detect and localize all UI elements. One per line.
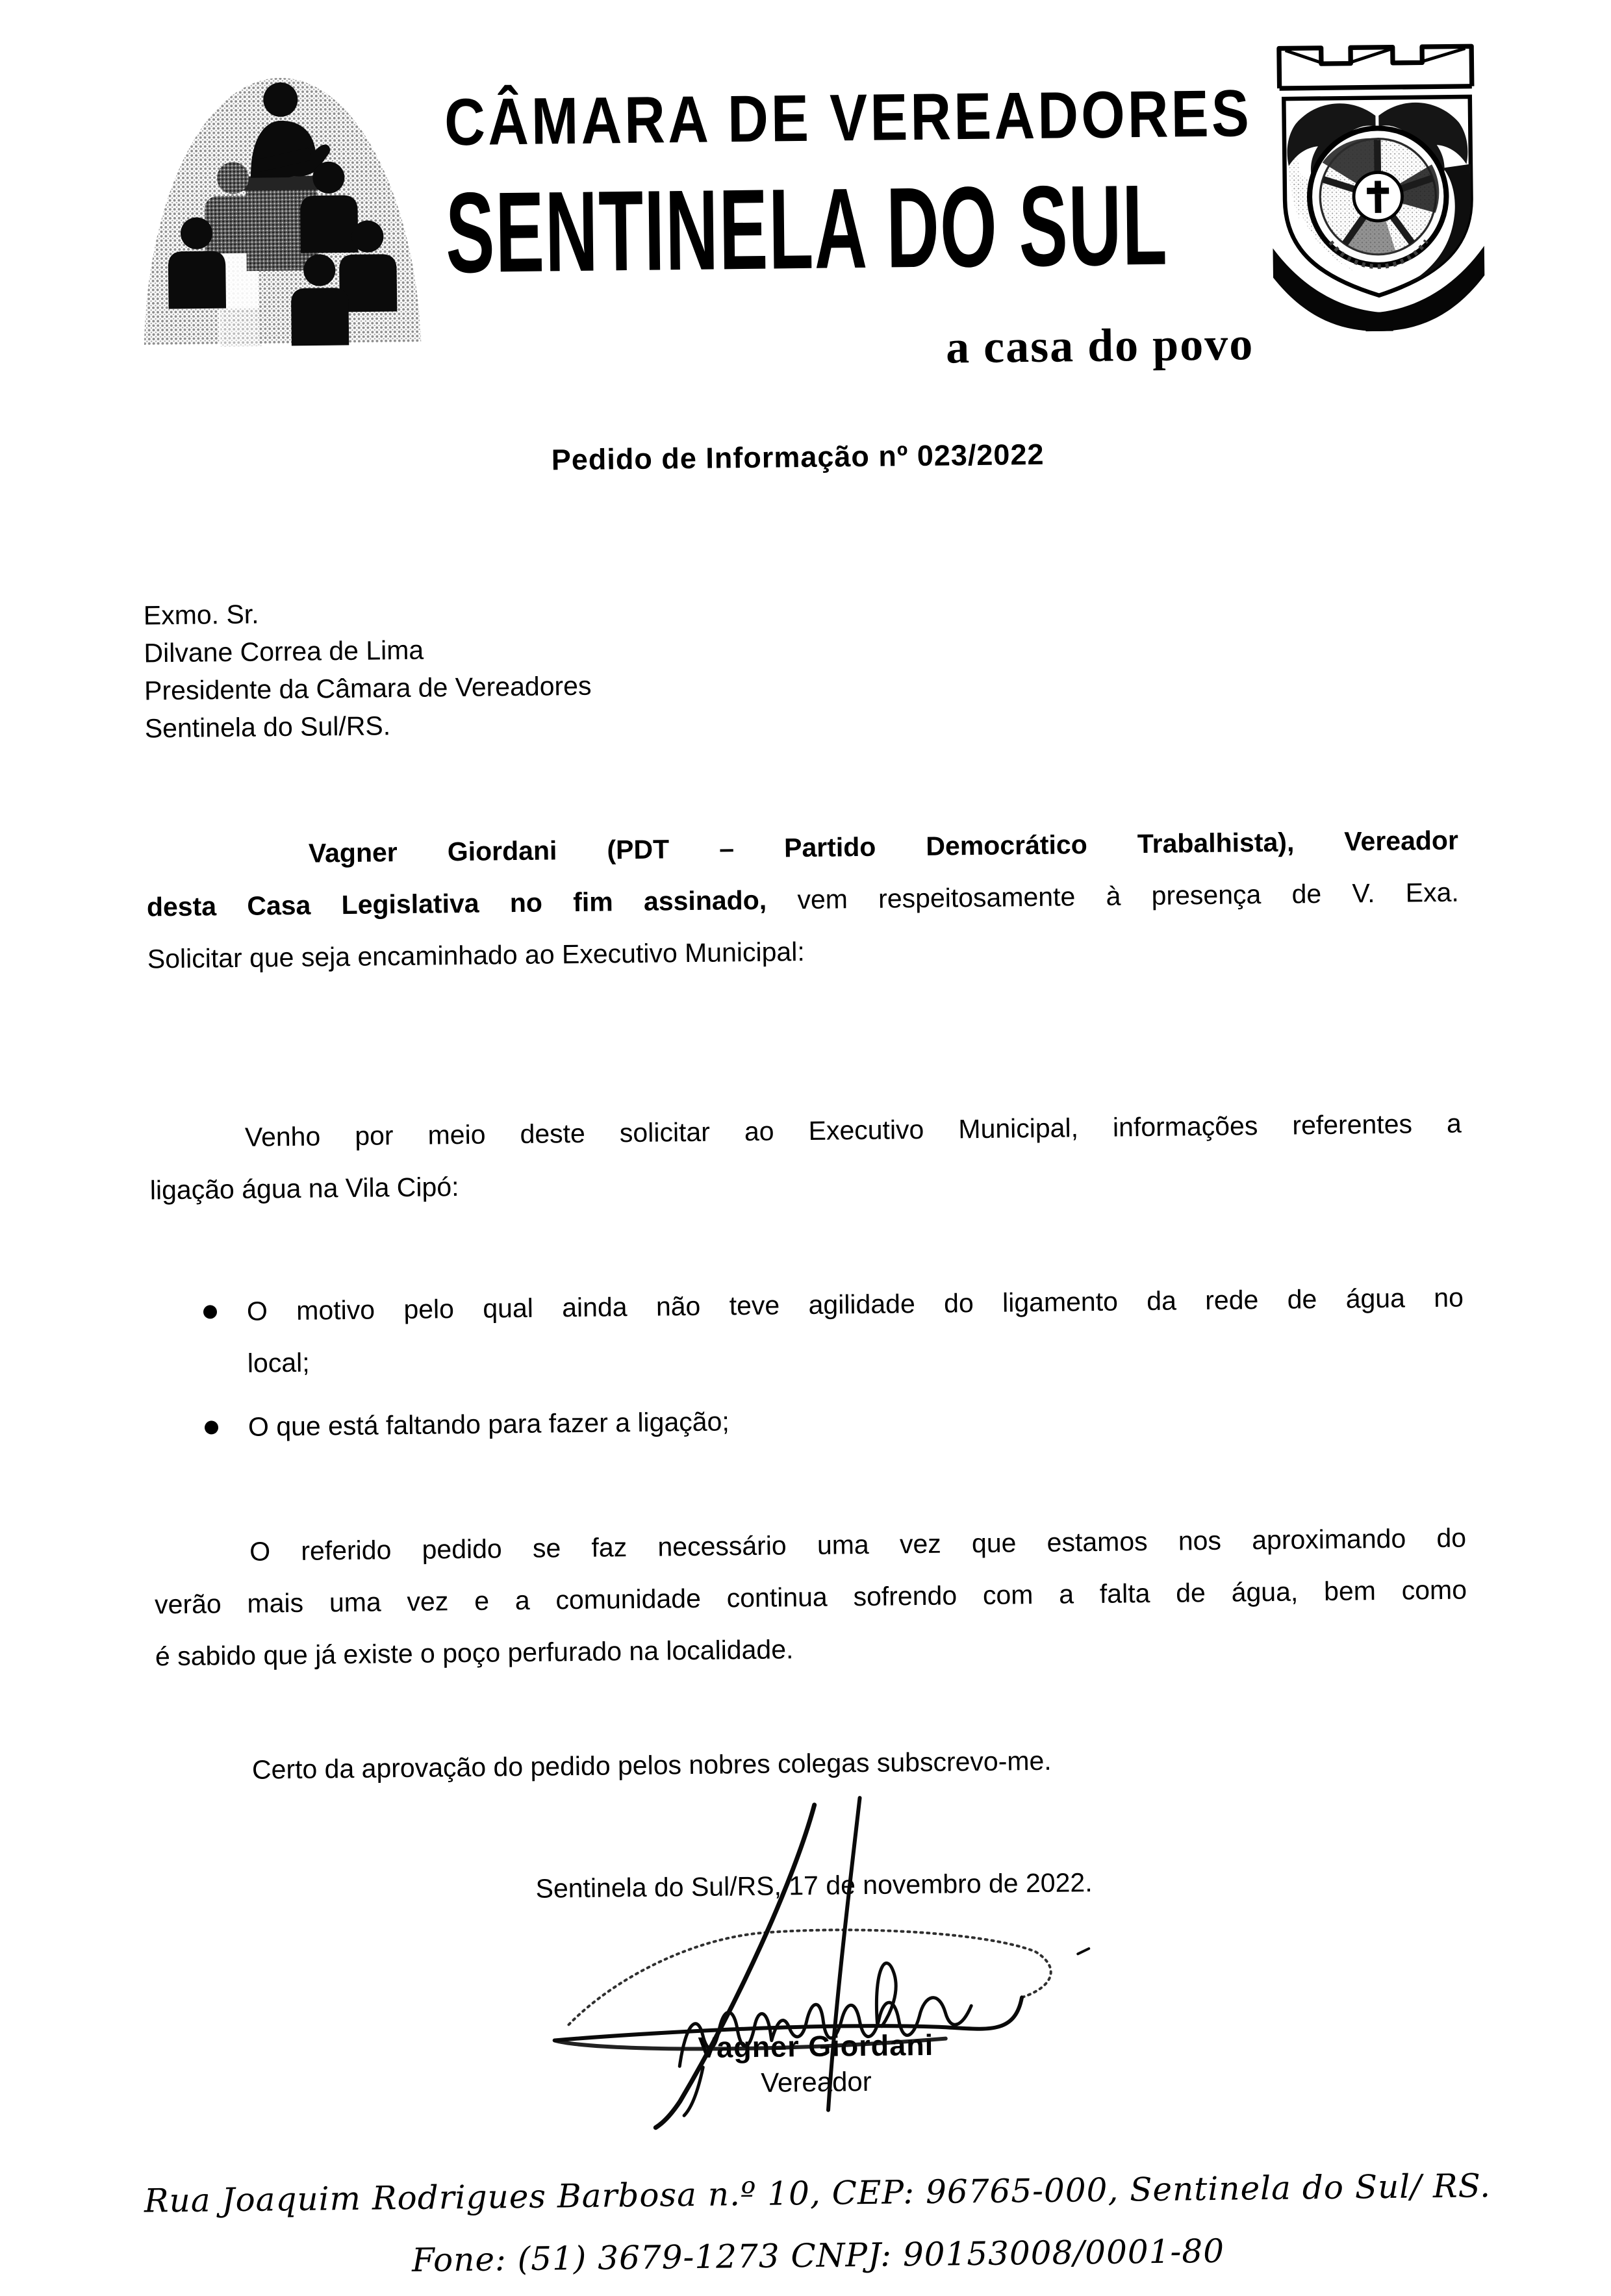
signer-role: Vereador: [761, 2065, 872, 2098]
paragraph: [149, 1098, 1463, 1217]
council-assembly-logo: [136, 53, 426, 355]
footer-line1: Rua Joaquim Rodrigues Barbosa n.º 10, CEP: 96765-000, Sentinela do Sul/ RS.: [144, 2167, 1491, 2220]
people-assembly-icon: [136, 53, 426, 351]
footer-line2: Fone: (51) 3679-1273 CNPJ: 90153008/0001-80: [411, 2232, 1225, 2279]
letterhead-text: [423, 43, 1266, 378]
bullet-item: [201, 1272, 1465, 1390]
coat-of-arms-icon: [1262, 38, 1491, 346]
municipal-coat-of-arms: [1262, 40, 1491, 336]
letterhead: [0, 0, 1603, 383]
paragraph: [154, 1512, 1468, 1683]
text-line: O motivo pelo qual ainda não teve agilidade do ligamento da rede de água no: [246, 1282, 1464, 1326]
org-name-line2-text: SENTINELA DO SUL: [445, 161, 1169, 297]
text-line: verão mais uma vez e a comunidade continua sofrendo com a falta de água, bem como: [154, 1574, 1467, 1620]
recipient-name: Dilvane Correa de Lima: [144, 635, 424, 668]
org-name-line2: [445, 161, 1265, 324]
place-date-line: Sentinela do Sul/RS, 17 de novembro de 2022.: [535, 1867, 1093, 1904]
text-line: Solicitar que seja encaminhado ao Executivo Municipal:: [147, 936, 805, 974]
signature-block: [698, 2027, 934, 2101]
text-line: O referido pedido se faz necessário uma vez que estamos nos aproximando do: [249, 1522, 1467, 1567]
bullet-item: [202, 1387, 1465, 1454]
org-tagline: a casa do povo: [945, 318, 1254, 373]
text-line: Venho por meio deste solicitar ao Executivo Municipal, informações referentes a: [244, 1108, 1462, 1152]
text-line: é sabido que já existe o poço perfurado na localidade.: [155, 1634, 794, 1672]
text-line: Certo da aprovação do pedido pelos nobres colegas subscrevo-me.: [251, 1745, 1052, 1785]
recipient-block: [144, 582, 1458, 748]
text-line: Vagner Giordani (PDT – Partido Democrático Trabalhista), Vereador: [308, 825, 1459, 868]
recipient-role: Presidente da Câmara de Vereadores: [144, 670, 592, 706]
bullet-list: [151, 1272, 1465, 1454]
signer-name: Vagner Giordani: [698, 2028, 934, 2064]
letter-body: [146, 814, 1469, 1797]
recipient-salutation: Exmo. Sr.: [143, 599, 259, 631]
footer-address: [12, 2153, 1611, 2296]
org-name-line1-text: CÂMARA DE VEREADORES: [444, 76, 1252, 160]
text-line: O que está faltando para fazer a ligação;: [247, 1406, 729, 1442]
paragraph: [157, 1730, 1469, 1797]
text-line: desta Casa Legislativa no fim assinado, vem respeitosamente à presença de V. Exa.: [146, 877, 1460, 922]
document-title: Pedido de Informação nº 023/2022: [551, 437, 1045, 477]
text-line: local;: [247, 1347, 310, 1378]
paragraph: [146, 814, 1460, 985]
recipient-city: Sentinela do Sul/RS.: [144, 711, 391, 744]
text-line: ligação água na Vila Cipó:: [149, 1172, 459, 1205]
